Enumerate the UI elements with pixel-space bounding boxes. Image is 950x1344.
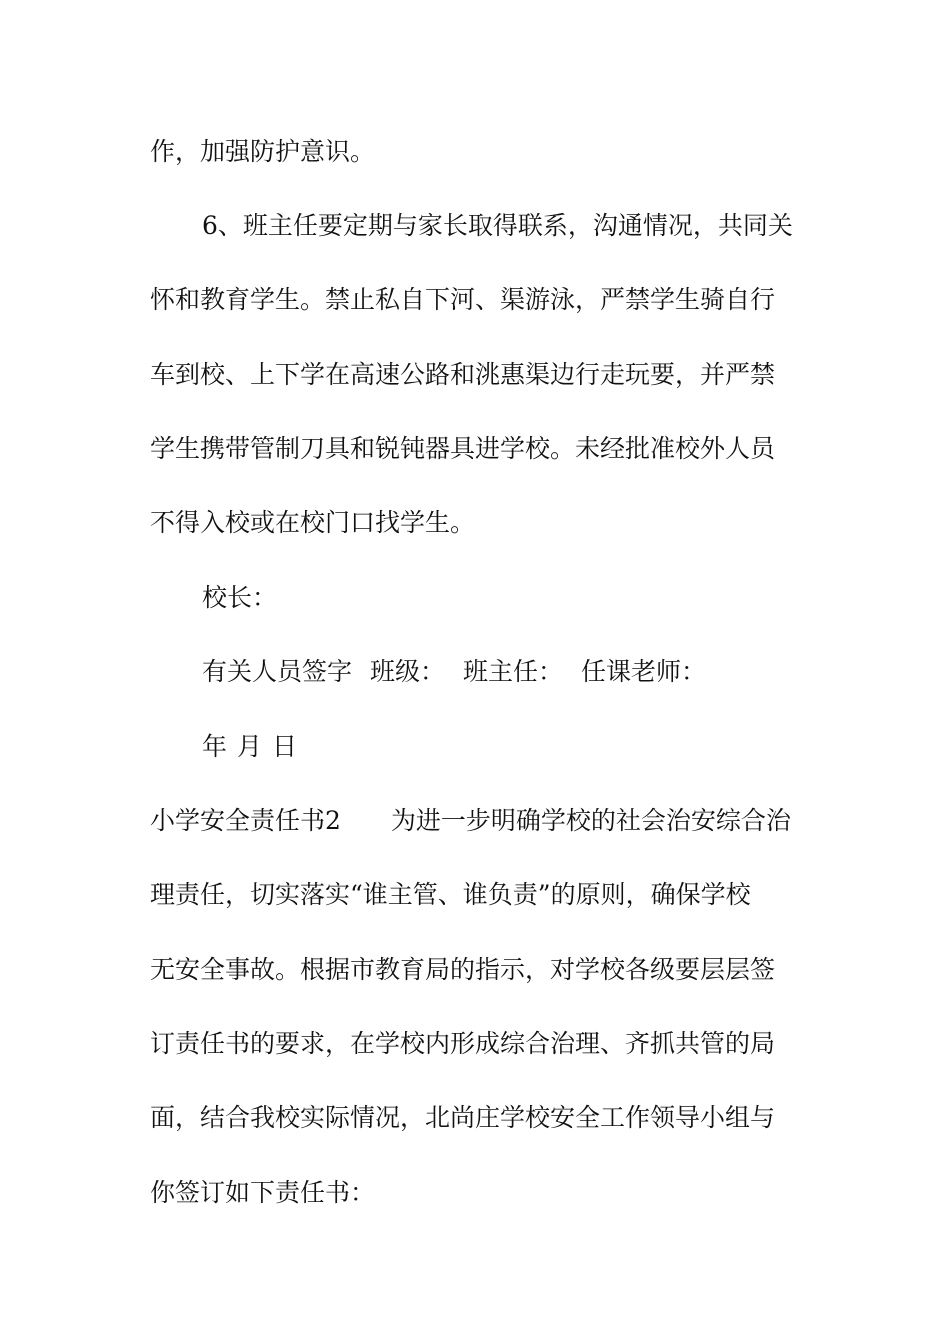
- date-day: 日: [272, 732, 298, 761]
- date-month: 月: [237, 732, 263, 761]
- paragraph-line: 无安全事故。根据市教育局的指示，对学校各级要层层签: [150, 955, 776, 984]
- head-teacher-label: 班主任：: [463, 657, 564, 686]
- paragraph-line: 作，加强防护意识。: [150, 137, 376, 166]
- paragraph-line: 你签订如下责任书：: [150, 1178, 376, 1207]
- subject-teacher-label: 任课老师：: [581, 657, 707, 686]
- paragraph-line: 为进一步明确学校的社会治安综合治: [390, 806, 791, 835]
- principal-label: 校长：: [202, 583, 278, 612]
- paragraph-line: 6、班主任要定期与家长取得联系，沟通情况，共同关: [202, 211, 793, 240]
- paragraph-line: 不得入校或在校门口找学生。: [150, 508, 476, 537]
- paragraph-line: 学生携带管制刀具和锐钝器具进学校。未经批准校外人员: [150, 434, 776, 463]
- paragraph-line: 怀和教育学生。禁止私自下河、渠游泳，严禁学生骑自行: [150, 285, 776, 314]
- date-line: [202, 727, 882, 767]
- section-heading-line: [150, 801, 830, 841]
- class-label: 班级：: [370, 657, 446, 686]
- date-year: 年: [202, 732, 228, 761]
- signature-line: [202, 652, 882, 692]
- paragraph-line: 订责任书的要求，在学校内形成综合治理、齐抓共管的局: [150, 1029, 776, 1058]
- paragraph-line: 车到校、上下学在高速公路和洮惠渠边行走玩要，并严禁: [150, 360, 776, 389]
- section-title: 小学安全责任书2: [150, 806, 341, 835]
- paragraph-line: 理责任，切实落实“谁主管、谁负责”的原则，确保学校: [150, 880, 751, 909]
- paragraph-line: 面，结合我校实际情况，北尚庄学校安全工作领导小组与: [150, 1103, 776, 1132]
- signature-label: 有关人员签字: [202, 657, 353, 686]
